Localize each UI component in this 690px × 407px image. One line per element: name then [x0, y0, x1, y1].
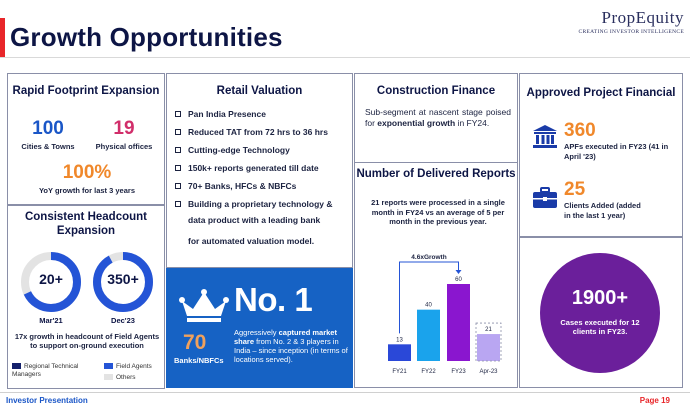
- offices-value: 19: [113, 118, 135, 139]
- list-item: [175, 145, 351, 156]
- footer-page-number: Page 19: [639, 396, 670, 405]
- legend-others: [104, 374, 164, 382]
- retail-panel: [166, 73, 353, 268]
- bar-value-label: 60: [455, 277, 462, 283]
- headcount-panel: [7, 205, 165, 389]
- donut-dec23: [92, 251, 154, 313]
- headcount-title: Consistent Headcount Expansion: [24, 211, 148, 237]
- bullet-text: Reduced TAT from 72 hrs to 36 hrs: [188, 127, 328, 137]
- legend-rtm: [12, 363, 90, 379]
- logo-name: PropEquity: [601, 8, 684, 27]
- bullet-square-icon: [175, 165, 181, 171]
- apf-label: APFs executed in FY23 (41 in April '23): [564, 142, 669, 161]
- bullet-square-icon: [175, 129, 181, 135]
- bar-fy22: [417, 310, 440, 361]
- retail-title: Retail Valuation: [216, 85, 303, 97]
- list-item-continued: for automated valuation model.: [188, 235, 315, 246]
- legend-field-label: Field Agents: [116, 363, 152, 370]
- approved-panel: [519, 73, 683, 237]
- bullet-square-icon: [175, 111, 181, 117]
- cities-value: 100: [32, 118, 64, 139]
- legend-field: [104, 363, 164, 371]
- title-bar: [0, 0, 690, 64]
- bar-apr-23: [477, 334, 500, 361]
- banks-label: Banks/NBFCs: [174, 356, 224, 365]
- growth-annotation: 4.6xGrowth: [411, 254, 447, 261]
- legend-others-swatch: [104, 374, 113, 380]
- legend-field-swatch: [104, 363, 113, 369]
- list-item: [175, 181, 351, 192]
- list-item: [175, 163, 351, 174]
- page-title: Growth Opportunities: [10, 22, 283, 52]
- market-share-text-bold: captured market share: [234, 328, 337, 346]
- clients-label: Clients Added (added in the last 1 year): [564, 201, 641, 220]
- approved-title: Approved Project Financial: [526, 87, 676, 99]
- bullet-square-icon: [175, 183, 181, 189]
- x-tick-label: FY21: [392, 369, 407, 375]
- cases-panel: [519, 237, 683, 388]
- market-share-text-pre: Aggressively: [234, 328, 279, 337]
- donut-mar21: [20, 251, 82, 313]
- title-divider: [0, 57, 690, 58]
- construction-text-bold: exponential growth: [377, 118, 456, 128]
- construction-divider: [355, 162, 517, 163]
- briefcase-icon: [532, 186, 558, 210]
- title-accent-bar: [0, 18, 5, 58]
- delivered-text: 21 reports were processed in a single month in FY24 vs an average of 5 per month in the previous year.: [371, 198, 505, 226]
- retail-bullet-list: [175, 109, 351, 251]
- list-item: [175, 127, 351, 138]
- growth-arrow-head-icon: [456, 270, 462, 274]
- donut-mar21-label: Mar'21: [39, 316, 63, 325]
- company-logo: [579, 8, 684, 35]
- no1-headline: No. 1: [234, 281, 313, 318]
- bar-fy21: [388, 344, 411, 361]
- construction-text: [365, 107, 511, 129]
- bullet-square-icon: [175, 201, 181, 207]
- bullet-text: 150k+ reports generated till date: [188, 163, 319, 173]
- footer: [0, 392, 690, 407]
- list-item-continued: data product with a leading bank: [188, 215, 321, 225]
- cases-circle: [540, 253, 660, 373]
- list-item: [175, 199, 351, 210]
- bar-value-label: 13: [396, 337, 403, 344]
- donut-dec23-value: 350+: [107, 271, 139, 287]
- market-share-text: [234, 328, 350, 364]
- market-share-text-post: from No. 2 & 3 players in India – since inception (in terms of locations served).: [234, 337, 348, 364]
- yoy-label: YoY growth for last 3 years: [38, 186, 135, 195]
- bar-value-label: 40: [425, 302, 432, 309]
- clients-value: 25: [564, 179, 586, 200]
- bank-icon: [532, 123, 558, 149]
- legend-rtm-swatch: [12, 363, 21, 369]
- delivered-reports-chart: [355, 234, 519, 384]
- bullet-text: Pan India Presence: [188, 109, 266, 119]
- bullet-text: Building a proprietary technology &: [188, 199, 333, 209]
- bar-fy23: [447, 284, 470, 361]
- donut-mar21-value: 20+: [39, 271, 63, 287]
- construction-panel: [354, 73, 518, 388]
- cities-stat: [16, 118, 80, 151]
- cases-value: 1900+: [571, 287, 629, 309]
- crown-icon: [179, 289, 229, 323]
- cities-label: Cities & Towns: [21, 142, 75, 151]
- construction-title: Construction Finance: [376, 85, 496, 97]
- x-tick-label: Apr-23: [479, 369, 498, 375]
- list-item: [175, 109, 351, 120]
- legend-others-label: Others: [116, 374, 136, 381]
- apf-value: 360: [564, 120, 596, 141]
- legend-rtm-label: Regional Technical Managers: [12, 363, 79, 378]
- bar-value-label: 21: [485, 327, 492, 334]
- construction-text-post: in FY24.: [455, 118, 490, 128]
- bullet-text: 70+ Banks, HFCs & NBFCs: [188, 181, 297, 191]
- banks-value: 70: [183, 331, 207, 354]
- bullet-text: Cutting-edge Technology: [188, 145, 290, 155]
- offices-stat: [86, 118, 162, 151]
- bullet-square-icon: [175, 147, 181, 153]
- logo-tagline: CREATING INVESTOR INTELLIGENCE: [578, 29, 684, 35]
- footprint-title: Rapid Footprint Expansion: [12, 85, 160, 97]
- offices-label: Physical offices: [95, 142, 153, 151]
- delivered-title: Number of Delivered Reports: [356, 168, 516, 180]
- cases-label: Cases executed for 12 clients in FY23.: [560, 318, 640, 336]
- footer-presentation-label: Investor Presentation: [6, 396, 88, 405]
- headcount-note: 17x growth in headcount of Field Agents to support on-ground execution: [14, 332, 160, 350]
- yoy-stat: [12, 162, 162, 195]
- no1-panel: [166, 268, 353, 388]
- x-tick-label: FY23: [451, 369, 466, 375]
- x-tick-label: FY22: [421, 369, 436, 375]
- footprint-panel: [7, 73, 165, 205]
- yoy-value: 100%: [62, 162, 112, 183]
- construction-text-pre: Sub-segment at nascent stage poised for: [365, 107, 511, 128]
- donut-dec23-label: Dec'23: [111, 316, 135, 325]
